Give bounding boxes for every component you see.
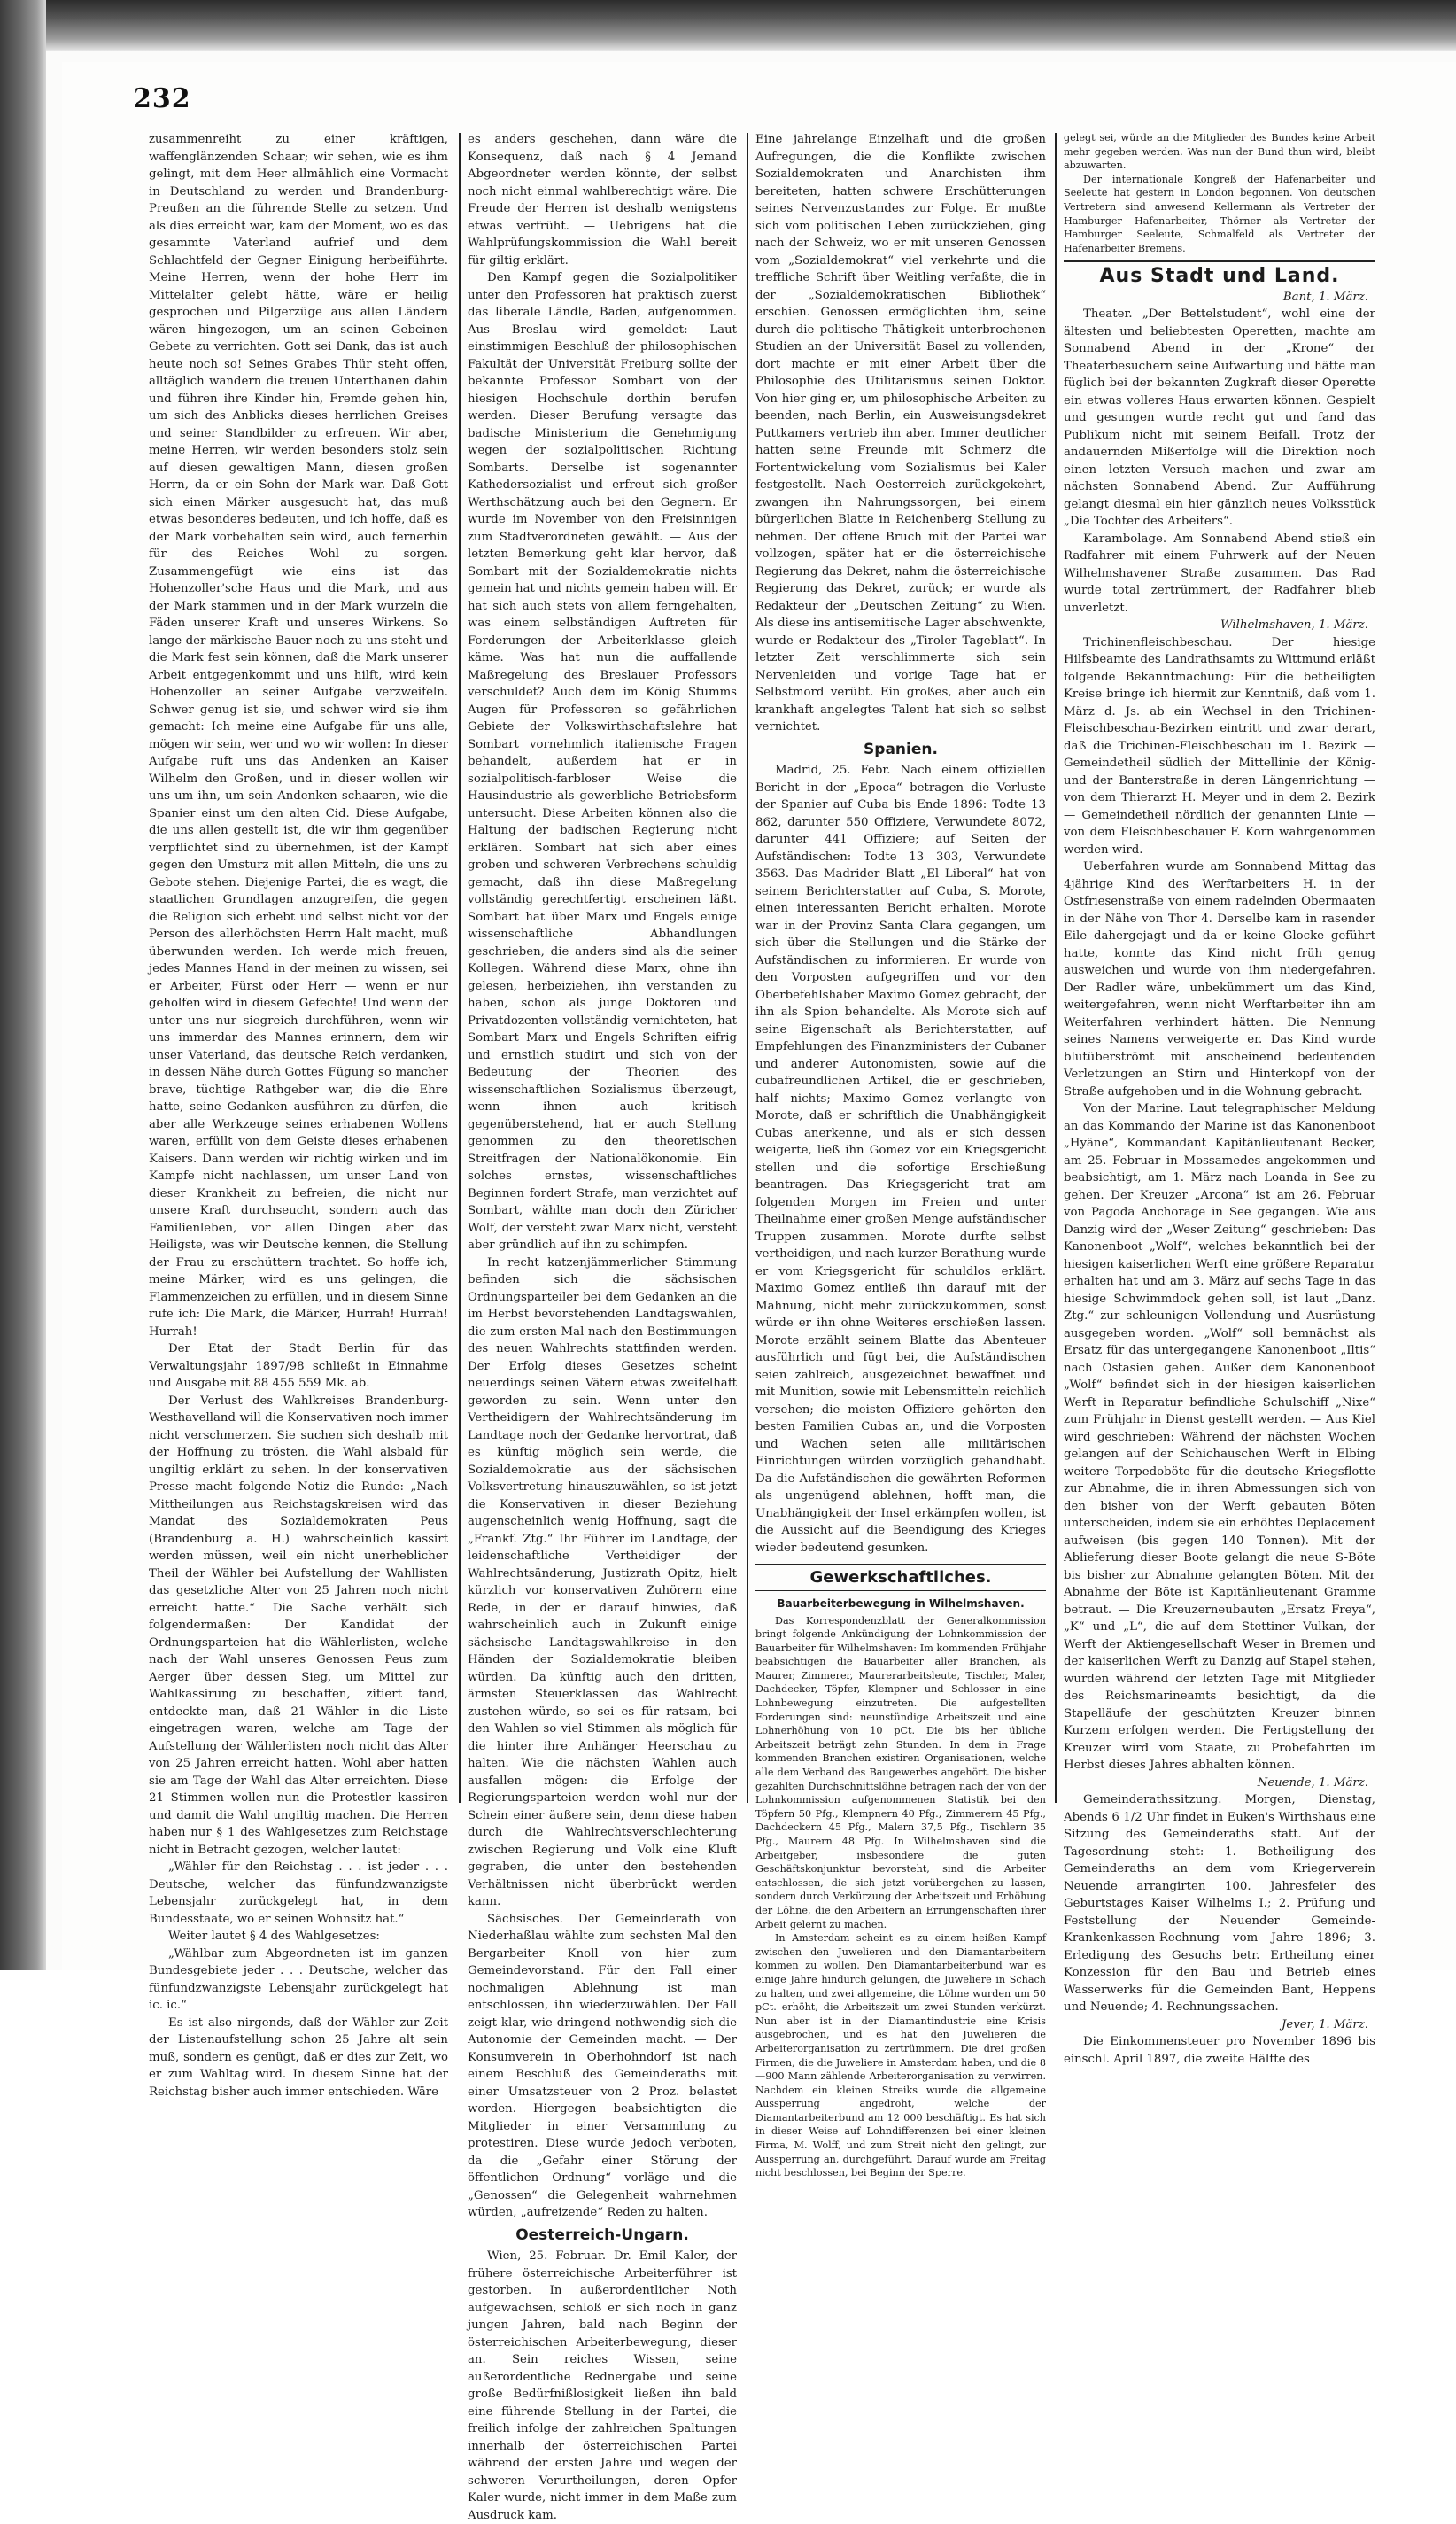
article-income-tax: Die Einkommensteuer pro November 1896 bis einschl. April 1897, die zweite Hälfte des: [1064, 2035, 1375, 2066]
article-saxony-news: Sächsisches. Der Gemeinderath von Niederhaßlau wählte zum sechsten Mal den Bergarbeiter Knoll von hier zum Gemeindevorstand. Für den Fall einer nochmaligen Ablehnung ist man entschlossen, ihn wiederzuwählen. Der Fall zeigt klar, wie dringend nothwendig sich die Autonomie der Gemeinden macht. — Der Konsumverein in Oberhohndorf ist nach einem Beschluß des Gemeinderaths mit einer Umsatzsteuer von 2 Proz. belastet worden. Hiergegen beabsichtigten die Mitglieder in einer Versammlung zu protestiren. Diese wurde jedoch verboten, da die „Gefahr einer Störung der öffentlichen Ordnung“ vorläge und die „Genossen“ die Gelegenheit wahrnehmen würden, „aufreizende“ Reden zu halten.: [468, 1912, 737, 2219]
article-vienna-kaler: Wien, 25. Februar. Dr. Emil Kaler, der frühere österreichische Arbeiterführer ist gestorben. In außerordentlicher Noth aufgewachsen, schloß er sich noch in ganz jungen Jahren, bald nach Beginn der österreichischen Arbeiterbewegung, dieser an. Sein reiches Wissen, seine außerordentliche Rednergabe und seine große Bedürfnißlosigkeit ließen ihn bald eine führende Stellung in der Partei, die freilich infolge der zahlreichen Spaltungen innerhalb der österreichischen Partei während der ersten Jahre und wegen der schweren Verurtheilungen, deren Opfer Kaler wurde, nicht immer in dem Maße zum Ausdruck kam.: [468, 2249, 737, 2522]
article-council-meeting: Gemeinderathssitzung. Morgen, Dienstag, Abends 6 1/2 Uhr findet in Euken's Wirthshaus eine Sitzung des Gemeinderaths statt. Auf der Tagesordnung steht: 1. Betheiligung des Gemeinderaths an dem vom Kriegerverein Neuende arrangirten 100. Jahresfeier des Geburtstages Kaiser Wilhelms I.; 2. Prüfung und Feststellung der Neuender Gemeinde-Krankenkassen-Rechnung vom Jahre 1896; 3. Erledigung des Gesuchs betr. Ertheilung einer Konzession für den Bau und Betrieb eines Wasserwerks für die Gemeinden Bant, Heppens und Neuende; 4. Rechnungssachen.: [1064, 1793, 1375, 2015]
column-2: [468, 131, 737, 2522]
article-amsterdam-continued: gelegt sei, würde an die Mitglieder des Bundes keine Arbeit mehr gegeben werden. Was nun der Bund thun wird, bleibt abzuwarten.: [1064, 132, 1375, 172]
dateline-jever: Jever, 1. März.: [1282, 2017, 1368, 2031]
column-rule-1: [459, 133, 461, 1803]
section-heading-spain: Spanien.: [864, 740, 938, 758]
section-heading-austria: Oesterreich-Ungarn.: [515, 2225, 689, 2244]
article-dockworkers-congress: Der internationale Kongreß der Hafenarbeiter und Seeleute hat gestern in London begonnen. Von deutschen Vertretern sind anwesend Kellermann als Vertreter der Hamburger Hafenarbeiter, Thörner als Vertreter der Hamburger Seeleute, Schmalfeld als Vertreter der Hafenarbeiter Bremens.: [1064, 173, 1375, 254]
article-run-over: Ueberfahren wurde am Sonnabend Mittag das 4jährige Kind des Werftarbeiters H. in der Ostfriesenstraße von einem radelnden Obermaaten in der Nähe von Thor 4. Derselbe kam in rasender Eile dahergejagt und da er keine Glocke geführt hatte, konnte das Kind nicht früh genug ausweichen und wurde von ihm niedergefahren. Der Radler wäre, unbekümmert um das Kind, weitergefahren, wenn nicht Werftarbeiter ihn am Weiterfahren verhindert hätten. Die Nennung seines Namens verweigerte er. Das Kind wurde blutüberströmt mit anscheinend bedeutenden Verletzungen an Stirn und Hinterkopf von der Straße aufgehoben und in die Wohnung gebracht.: [1064, 860, 1375, 1099]
article-election-conclusion: Es ist also nirgends, daß der Wähler zur Zeit der Listenaufstellung schon 25 Jahre alt sein muß, sondern es genügt, daß er dies zur Zeit, wo er zum Wahltag wird. In diesem Sinne hat der Reichstag bisher auch immer entschieden. Wäre: [149, 2015, 448, 2099]
article-brandenburg-election: Der Verlust des Wahlkreises Brandenburg-Westhavelland will die Konservativen noch immer nicht verschmerzen. Sie suchen sich deshalb mit der Hoffnung zu trösten, die Wahl alsbald für ungiltig erklärt zu sehen. In der konservativen Presse macht folgende Notiz die Runde: „Nach Mittheilungen aus Reichstagskreisen wird das Mandat des Sozialdemokraten Peus (Brandenburg a. H.) wahrscheinlich kassirt werden müssen, weil ein nicht unerheblicher Theil der Wähler bei Aufstellung der Wahllisten das gesetzliche Alter von 25 Jahren noch nicht erreicht hatte.“ Die Sache verhält sich folgendermaßen: Der Kandidat der Ordnungsparteien hat die Wählerlisten, welche nach der Wahl unseres Genossen Peus zum Aerger über dessen Sieg, um Mittel zur Wahlkassirung zu beschaffen, zitiert fand, entdeckte man, daß 21 Wähler in die Liste eingetragen waren, welche am Tage der Aufstellung der Wählerlisten noch nicht das Alter von 25 Jahren erreicht hatten. Wohl aber hatten sie am Tage der Wahl das Alter erreichten. Diese 21 Stimmen wollen nun die Protestler kassiren und damit die Wahl ungiltig machen. Die Herren haben nur § 1 des Wahlgesetzes zum Reichstage nicht in Betracht gezogen, welcher lautet:: [149, 1394, 448, 1857]
dateline-bant: Bant, 1. März.: [1282, 290, 1368, 304]
dateline-neuende: Neuende, 1. März.: [1257, 1775, 1368, 1790]
column-1: [149, 131, 448, 2099]
article-construction-workers: Das Korrespondenzblatt der Generalkommission bringt folgende Ankündigung der Lohnkommission der Bauarbeiter für Wilhelmshaven: Im kommenden Frühjahr beabsichtigen die Bauarbeiter aller Branchen, als Maurer, Zimmerer, Maurerarbeitsleute, Tischler, Maler, Dachdecker, Töpfer, Klempner und Schlosser in eine Lohnbewegung einzutreten. Die aufgestellten Forderungen sind: neunstündige Arbeitszeit und eine Lohnerhöhung von 10 pCt. Die bis her übliche Arbeitszeit beträgt zehn Stunden. In dem in Frage kommenden Branchen existiren Organisationen, welche alle dem Verband des Baugewerbes angehört. Die bisher gezahlten Durchschnittslöhne betragen nach der von der Lohnkommission aufgenommenen Statistik bei den Töpfern 50 Pfg., Klempnern 40 Pfg., Zimmerern 45 Pfg., Dachdeckern 45 Pfg., Malern 37,5 Pfg., Tischlern 35 Pfg., Maurern 48 Pfg. In Wilhelmshaven sind die Arbeitgeber, insbesondere die guten Geschäftskonjunktur bevorsteht, sind die Arbeiter entschlossen, die sich jetzt vorübergehen zu lassen, sondern durch Verkürzung der Arbeitszeit und Erhöhung der Löhne, die den Arbeitern an Errungenschaften ihrer Arbeit gelernt zu machen.: [755, 1614, 1046, 1930]
article-madrid-cuba: Madrid, 25. Febr. Nach einem offiziellen Bericht in der „Epoca“ betragen die Verluste der Spanier auf Cuba bis Ende 1896: Todte 13 862, darunter 550 Offiziere, Verwundete 8072, darunter 441 Offiziere; auf Seiten der Aufständischen: Todte 13 303, Verwundete 3563. Das Madrider Blatt „El Liberal“ hat von seinem Berichterstatter auf Cuba, S. Morote, einen interessanten Bericht erhalten. Morote war in der Provinz Santa Clara gegangen, um sich über die Stellungen und die Stärke der Aufständischen zu informieren. Er wurde von den Vorposten aufgegriffen und vor den Oberbefehlshaber Maximo Gomez gebracht, der ihn als Spion behandelte. Als Morote sich auf seine Eigenschaft als Berichterstatter, auf Empfehlungen des Finanzministers der Cubaner und anderer Autonomisten, sowie auf die cubafreundlichen Artikel, die er geschrieben, half nichts; Maximo Gomez verlangte von Morote, daß er schriftlich die Unabhängigkeit Cubas anerkenne, und als er sich dessen weigerte, ließ ihn Gomez vor ein Kriegsgericht stellen und die sofortige Erschießung beantragen. Das Kriegsgericht trat am folgenden Morgen im Freien und unter Theilnahme einer großen Menge aufständischer Truppen zusammen. Morote durfte selbst vertheidigen, und nach kurzer Berathung wurde er vom Kriegsgericht für schuldlos erklärt. Maximo Gomez entließ ihn darauf mit der Mahnung, nicht mehr zurückzukommen, sonst würde er ihn ohne Weiteres erschießen lassen. Morote erzählt seinem Blatte das Abenteuer ausführlich und fügt bei, die Aufständischen seien zahlreich, ausgezeichnet bewaffnet und mit Munition, sowie mit Lebensmitteln reichlich versehen; die meisten Offiziere gehörten den besten Familien Cubas an, und die Vorposten und Wachen seien alle militärischen Einrichtungen würden vorzüglich gehandhabt. Da die Aufständischen die gewährten Reformen als ungenügend ablehnen, hofft man, die Unabhängigkeit der Insel erkämpfen wollen, ist die Aussicht auf die Beendigung des Krieges wieder bedeutend gesunken.: [755, 764, 1046, 1555]
column-rule-3: [1055, 133, 1057, 1803]
column-rule-2: [747, 133, 748, 1803]
book-binding-shadow: [0, 0, 46, 1970]
section-heading-city-and-country: Aus Stadt und Land.: [1064, 260, 1375, 285]
article-sombart: Den Kampf gegen die Sozialpolitiker unter den Professoren hat praktisch zuerst das liberale Ländle, Baden, aufgenommen. Aus Breslau wird gemeldet: Laut einstimmigen Beschluß der philosophischen Fakultät der Universität Freiburg sollte der bekannte Professor Sombart von der hiesigen Hochschule dorthin berufen werden. Dieser Berufung versagte das badische Ministerium die Genehmigung wegen der sozialpolitischen Richtung Sombarts. Derselbe ist sogenannter Kathedersozialist und erfreut sich großer Werthschätzung auch bei den Gegnern. Er wurde im November von den Freisinnigen zum Stadtverordneten gewählt. — Aus der letzten Bemerkung geht klar hervor, daß Sombart mit der Sozialdemokratie nichts gemein hat und nichts gemein haben will. Er hat sich auch stets von allem ferngehalten, was einem selbständigen Auftreten für Forderungen der Arbeiterklasse gleich käme. Was hat nun die auffallende Maßregelung des Breslauer Professors verschuldet? Auch dem im König Stumms Augen für Professoren so gefährlichen Gebiete der Volkswirthschaftslehre hat Sombart vornehmlich italienische Fragen behandelt, außerdem hat er in sozialpolitisch-farbloser Weise die Hausindustrie als gewerbliche Betriebsform untersucht. Diese Arbeiten können also die Haltung der badischen Regierung nicht erklären. Sombart hat sich aber eines groben und schweren Verbrechens schuldig gemacht, daß ihn diese Maßregelung vollständig gerechtfertigt erscheinen läßt. Sombart hat über Marx und Engels einige wissenschaftliche Abhandlungen geschrieben, die anders sind als die seiner Kollegen. Während diese Marx, ohne ihn gelesen, herbeiziehen, ihn verstanden zu haben, schon als junge Doktoren und Privatdozenten vollständig vernichteten, hat Sombart Marx und Engels Schriften eifrig und ernstlich studirt und sich von der Bedeutung der Theorien des wissenschaftlichen Sozialismus überzeugt, wenn ihnen auch kritisch gegenüberstehend, hat er auch Stellung genommen zu den theoretischen Streitfragen der Nationalökonomie. Ein solches ernstes, wissenschaftliches Beginnen fordert Strafe, man verzichtet auf Sombart, wählte man doch den Züricher Wolf, der versteht zwar Marx nicht, versteht aber gründlich auf ihn zu schimpfen.: [468, 271, 737, 1252]
quote-electoral-law-4: „Wählbar zum Abgeordneten ist im ganzen Bundesgebiete jeder . . . Deutsche, welcher das fünfundzwanzigste Lebensjahr zurückgelegt hat ic. ic.“: [149, 1946, 448, 2012]
article-saxony-elections: In recht katzenjämmerlicher Stimmung befinden sich die sächsischen Ordnungsparteiler bei dem Gedanken an die im Herbst bevorstehenden Landtagswahlen, die zum ersten Mal nach den Bestimmungen des neuen Wahlrechts stattfinden werden. Der Erfolg dieses Gesetzes scheint neuerdings seinen Vätern etwas zweifelhaft geworden zu sein. Wenn unter den Vertheidigern der Wahlrechtsänderung im Landtage noch der Gedanke hervortrat, daß es künftig möglich sein werde, die Sozialdemokratie aus der sächsischen Volksvertretung hinauszuwählen, so ist jetzt die Konservativen in dieser Beziehung augenscheinlich wenig Hoffnung, sagt die „Frankf. Ztg.“ Ihr Führer im Landtage, der leidenschaftliche Vertheidiger der Wahlrechtsänderung, Justizrath Opitz, hielt kürzlich vor konservativen Zuhörern eine Rede, in der er darauf hinwies, daß wahrscheinlich auch in Zukunft einige sächsische Landtagswahlkreise in den Händen der Sozialdemokratie bleiben würden. Da künftig auch den dritten, ärmsten Steuerklassen das Wahlrecht zustehen würde, so sei es für ratsam, bei den Wahlen so viel Stimmen als möglich für die hinter ihre Anhänger Heerschau zu halten. Wie die nächsten Wahlen auch ausfallen mögen: die Erfolge der Regierungsparteien werden wohl nur der Schein einer äußere sein, denn diese haben durch die Wahlrechtsverschlechterung zwischen Regierung und Volk eine Kluft gegraben, die unter den bestehenden Verhältnissen nicht überbrückt werden kann.: [468, 1255, 737, 1908]
subheading-construction-workers: Bauarbeiterbewegung in Wilhelmshaven.: [777, 1596, 1025, 1610]
article-election-continued: es anders geschehen, dann wäre die Konsequenz, daß nach § 4 Jemand Abgeordneter werden könnte, der selbst noch nicht einmal wahlberechtigt wäre. Die Freude der Herren ist deshalb wenigstens etwas verfrüht. — Uebrigens hat die Wahlprüfungskommission die Wahl bereit für giltig erklärt.: [468, 133, 737, 268]
column-3: [755, 131, 1046, 2179]
article-berlin-budget: Der Etat der Stadt Berlin für das Verwaltungsjahr 1897/98 schließt in Einnahme und Ausgabe mit 88 455 559 Mk. ab.: [149, 1342, 448, 1390]
column-4: [1064, 131, 1375, 2066]
article-amsterdam-diamonds: In Amsterdam scheint es zu einem heißen Kampf zwischen den Juwelieren und den Diamantarbeitern kommen zu wollen. Den Diamantarbeiterbund war es einige Jahre hindurch gelungen, die Juweliere in Schach zu halten, und zwei allgemeine, die Löhne wurden um 50 pCt. erhöht, die Arbeitszeit um zwei Stunden verkürzt. Nun aber ist in der Diamantindustrie eine Krisis ausgebrochen, und es hat den Juwelieren die Arbeiterorganisation zu zertrümmern. Die drei großen Firmen, die die Juweliere in Amsterdam haben, und die 8—900 Mann zählende Arbeiterorganisation zu verwirren. Nachdem ein kleinen Streiks wurde die allgemeine Aussperrung angedroht, welche der Diamantarbeiterbund am 12 000 beschäftigt. Es hat sich in dieser Weise auf Lohndifferenzen bei einer kleinen Firma, M. Wolff, und zum Streit nicht den gelingt, zur Aussperrung an, durchgeführt. Darauf wurde am Freitag nicht beschlossen, bei Beginn der Sperre.: [755, 1932, 1046, 2179]
book-top-shadow: [46, 0, 1456, 51]
page-number: 232: [133, 83, 191, 114]
section-heading-trade-unions: Gewerkschaftliches.: [755, 1564, 1046, 1591]
quote-electoral-law-1: „Wähler für den Reichstag . . . ist jeder . . . Deutsche, welcher das fünfundzwanzigste Lebensjahr zurückgelegt hat, in dem Bundesstaate, wo er seinen Wohnsitz hat.“: [149, 1860, 448, 1926]
article-trichina-inspection: Trichinenfleischbeschau. Der hiesige Hilfsbeamte des Landrathsamts zu Wittmund erläßt folgende Bekanntmachung: Für die betheiligten Kreise bringe ich hiermit zur Kenntniß, daß vom 1. März d. Js. ab ein Wechsel in den Trichinen-Fleischbeschau-Bezirken eintritt und zwar derart, daß die Trichinen-Fleischbeschau im 1. Bezirk — Gemeindetheil südlich der Mittellinie der König- und der Banterstraße in deren Längenrichtung — von dem Thierarzt H. Meyer und in dem 2. Bezirk — Gemeindetheil nördlich der genannten Linie — von dem Fleischbeschauer F. Korn wahrgenommen werden wird.: [1064, 635, 1375, 857]
article-collision: Karambolage. Am Sonnabend Abend stieß ein Radfahrer mit einem Fuhrwerk auf der Neuen Wilhelmshavener Straße zusammen. Das Rad wurde total zertrümmert, der Radfahrer blieb unverletzt.: [1064, 532, 1375, 615]
article-theater: Theater. „Der Bettelstudent“, wohl eine der ältesten und beliebtesten Operetten, machte am Sonnabend Abend in der „Krone“ der Theaterbesuchern seine Aufwartung und hätte man füglich bei der bekannten Zugkraft dieser Operette ein etwas volleres Haus erwarten können. Gespielt und gesungen wurde recht gut und fand das Publikum nicht mit seinem Beifall. Trotz der andauernden Mißerfolge will die Direktion noch einen letzten Versuch machen und zwar am nächsten Sonnabend Abend. Zur Aufführung gelangt diesmal ein hier gänzlich neues Volksstück „Die Tochter des Arbeiters“.: [1064, 307, 1375, 529]
quote-electoral-intro: Weiter lautet § 4 des Wahlgesetzes:: [168, 1930, 380, 1943]
article-kaler-continued: Eine jahrelange Einzelhaft und die großen Aufregungen, die die Konflikte zwischen Sozialdemokraten und Anarchisten ihm bereiteten, hatten schwere Erschütterungen seines Nervenzustandes zur Folge. Er mußte sich vom politischen Leben zurückziehen, ging nach der Schweiz, wo er mit unseren Genossen vom „Sozialdemokrat“ viel verkehrte und die treffliche Schrift über Weitling verfaßte, die in der „Sozialdemokratischen Bibliothek“ erschien. Genossen ermöglichten ihm, seine durch die politische Thätigkeit unterbrochenen Studien an der Universität Basel zu vollenden, dort machte er mit einer Arbeit über die Philosophie des Utilitarismus seinen Doktor. Von hier ging er, um philosophische Arbeiten zu beenden, nach Berlin, ein Ausweisungsdekret Puttkamers vertrieb ihn aber. Immer deutlicher hatten seine Freunde mit Schmerz die Fortentwickelung vom Sozialismus bei Kaler festgestellt. Nach Oesterreich zurückgekehrt, zwangen ihn Nahrungssorgen, bei einem bürgerlichen Blatte in Reichenberg Stellung zu nehmen. Der offene Bruch mit der Partei war vollzogen, später hat er die österreichische Regierung das Dekret, nahm die österreichische Regierung das Dekret, zurück; er wurde als Redakteur der „Deutschen Zeitung“ zu Wien. Als diese ins antisemitische Lager abschwenkte, wurde er Redakteur des „Tiroler Tageblatt“. In letzter Zeit verschlimmerte sich sein Nervenleiden und vorige Tage hat er Selbstmord verübt. Ein großes, aber auch ein krankhaft angelegtes Talent hat sich so selbst vernichtet.: [755, 133, 1046, 734]
dateline-wilhelmshaven: Wilhelmshaven, 1. März.: [1220, 618, 1368, 633]
article-speech-text: zusammenreiht zu einer kräftigen, waffenglänzenden Schaar; wir sehen, wie es ihm gelingt, mit dem Heer allmählich eine Vormacht in Deutschland zu werden und Brandenburg-Preußen an die führende Stelle zu setzen. Und als dies erreicht war, kam der Moment, wo es das gesammte Vaterland aufrief und dem Schlachtfeld der Gegner Einigung herbeiführte. Meine Herren, wenn der hohe Herr im Mittelalter gelebt hätte, wäre er heilig gesprochen und Pilgerzüge aus allen Ländern wären hingezogen, um an seinen Gebeinen Gebete zu verrichten. Gott sei Dank, das ist auch heute noch so! Seines Grabes Thür steht offen, alltäglich wandern die treuen Unterthanen dahin und führen ihre Kinder hin, Fremde gehen hin, um sich des Anblicks dieses herrlichen Greises und seiner Standbilder zu erfreuen. Wir aber, meine Herren, wir werden besonders stolz sein auf diesen gewaltigen Mann, diesen großen Herrn, da er ein Sohn der Mark war. Daß Gott sich einen Märker ausgesucht hat, das muß etwas besonderes bedeuten, und ich hoffe, daß es der Mark vorbehalten sein wird, auch fernerhin für des Reiches Wohl zu sorgen. Zusammengefügt wie eins ist das Hohenzoller'sche Haus und die Mark, und aus der Mark stammen und in der Mark wurzeln die Fäden unserer Kraft und unseres Wirkens. So lange der märkische Bauer noch zu uns steht und die Mark fest sein können, daß die Mark unserer Arbeit entgegenkommt und uns hilft, wird kein Hohenzoller an seiner Aufgabe verzweifeln. Schwer genug ist sie, und schwer wird sie ihm gemacht: Ich meine eine Aufgabe für uns alle, mögen wir sein, wer und wo wir wollen: In dieser Aufgabe ruft uns das Andenken an Kaiser Wilhelm den Großen, und in dieser wollen wir uns um ihn, um sein Andenken schaaren, wie die Spanier einst um den alten Cid. Diese Aufgabe, die uns allen gestellt ist, die wir ihm gegenüber verpflichtet sind zu übernehmen, ist der Kampf gegen den Umsturz mit allen Mitteln, die uns zu Gebote stehen. Diejenige Partei, die es wagt, die staatlichen Grundlagen anzugreifen, die gegen die Religion sich erhebt und selbst nicht vor der Person des allerhöchsten Herrn Halt macht, muß überwunden werden. Ich werde mich freuen, jedes Mannes Hand in der meinen zu wissen, sei er Arbeiter, Fürst oder Herr — wenn er nur geholfen wird in diesem Gefechte! Und wenn der unter uns nur siegreich durchführen, wenn wir uns immerdar des Mannes erinnern, dem wir unser Vaterland, das deutsche Reich verdanken, in dessen Nähe durch Gottes Fügung so mancher brave, tüchtige Rathgeber war, die die Ehre hatte, seine Gedanken ausführen zu dürfen, die aber alle Werkzeuge seines erhabenen Wollens waren, erfüllt von dem Geiste dieses erhabenen Kaisers. Dann werden wir richtig wirken und im Kampfe nicht nachlassen, um unser Land von dieser Krankheit zu befreien, die nicht nur unsere Kraft durchseucht, sondern auch das Familienleben, vor allen Dingen aber das Heiligste, was wir Deutsche kennen, die Stellung der Frau zu erschüttern trachtet. So hoffe ich, meine Märker, wird es uns gelingen, die Flammenzeichen zu erfüllen, und in diesem Sinne rufe ich: Die Mark, die Märker, Hurrah! Hurrah! Hurrah!: [149, 133, 448, 1339]
article-navy: Von der Marine. Laut telegraphischer Meldung an das Kommando der Marine ist das Kanonenboot „Hyäne“, Kommandant Kapitänlieutenant Becker, am 25. Februar in Mossamedes angekommen und beabsichtigt, am 1. März nach Loanda in See zu gehen. Der Kreuzer „Arcona“ ist am 26. Februar von Pagoda Anchorage in See gegangen. Wie aus Danzig wird der „Weser Zeitung“ geschrieben: Das Kanonenboot „Wolf“, welches bekanntlich bei der hiesigen kaiserlichen Werft eine größere Reparatur erhalten hat und am 3. März auf sechs Tage in das hiesige Schwimmdock gehen soll, ist laut „Danz. Ztg.“ zur schleunigen Vollendung und Ausrüstung ausgegeben worden. „Wolf“ soll bemnächst als Ersatz für das untergegangene Kanonenboot „Iltis“ nach Ostasien gehen. Außer dem Kanonenboot „Wolf“ befindet sich in der hiesigen kaiserlichen Werft in Reparatur befindliche Schulschiff „Nixe“ zum Frühjahr in Dienst gestellt werden. — Aus Kiel wird geschrieben: Während der nächsten Wochen gelangen auf der Schichauschen Werft in Elbing weitere Torpedoböte für die deutsche Kriegsflotte zur Abnahme, die in ihren Abmessungen sich von den bisher von der Werft gebauten Böten unterscheiden, indem sie ein erhöhtes Deplacement aufweisen (bis gegen 140 Tonnen). Mit der Ablieferung dieser Boote gelangt die neue S-Böte bis bisher zur Abnahme gelangten Böten. Mit der Abnahme der Böte ist Kapitänlieutenant Gramme betraut. — Die Kreuzerneubauten „Ersatz Freya“, „K“ und „L“, die auf dem Stettiner Vulkan, der Werft der Aktiengesellschaft Weser in Bremen und der kaiserlichen Werft zu Danzig auf Stapel stehen, wurden während der letzten Tage mit Mitglieder des Reichsmarineamts besichtigt, da die Stapelläufe der geschützten Kreuzer binnen Kurzem erfolgen werden. Die Fertigstellung der Kreuzer wird vom Staate, zu Probefahrten im Herbst dieses Jahres abhalten können.: [1064, 1102, 1375, 1773]
